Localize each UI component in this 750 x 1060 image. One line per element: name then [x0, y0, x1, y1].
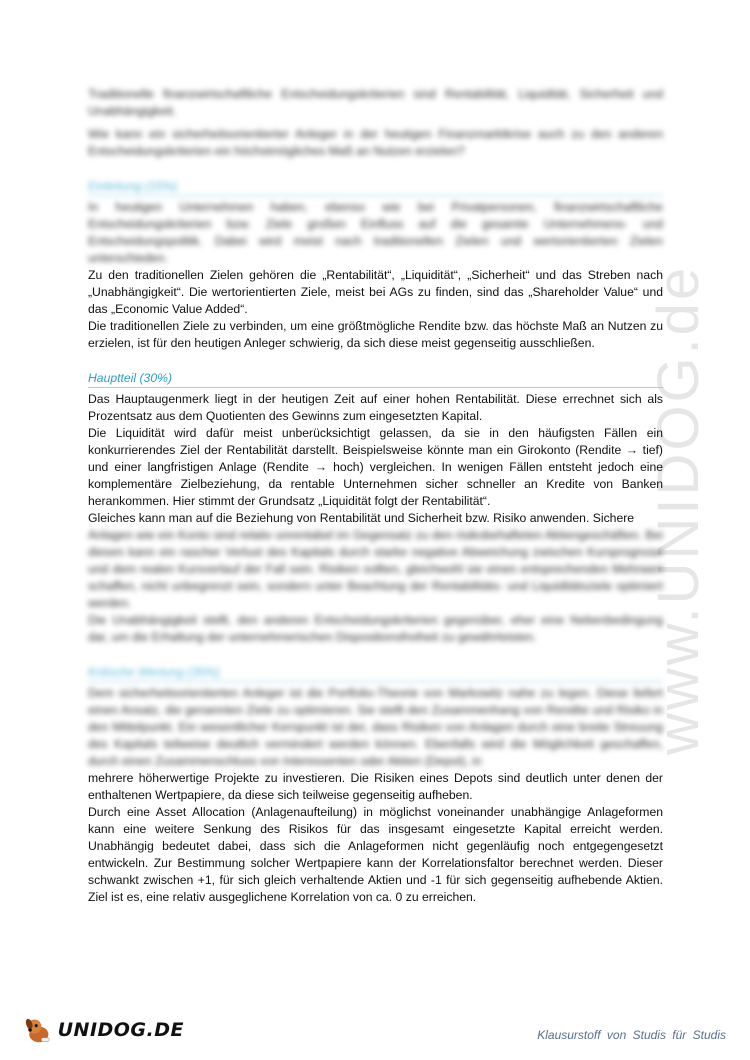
dog-logo-icon	[24, 1013, 54, 1047]
document-page	[88, 86, 663, 912]
hauptteil-paragraph-3-rest: Anlagen wie ein Konto sind relativ unrentabel im Gegensatz zu den risikobehafteten Aktiengeschäften. Bei diesen kann ein rascher Verlust des Kapitals durch starke negative Abweichung zwischen Kursprognose und dem realen Kursverlauf der Fall sein. Risiken sollten, gleichwohl sie einen entsprechenden Mehrwert schaffen, nicht unbegrenzt sein, sondern unter Beachtung der Rentabilitäts- und Liquiditätsziele optimiert werden.	[88, 528, 663, 610]
heading-einleitung: Einleitung (15%)	[88, 178, 663, 196]
wertung-paragraph-1-blurred: Dem sicherheitsorientierten Anleger ist die Portfolio-Theorie von Markowitz nahe zu legen. Diese liefert einen Ansatz, die genannten Ziele zu optimieren. Sie stellt den Zusammenhang von Rendite und Risiko in den Mittelpunkt. Ein wesentlicher Kernpunkt ist der, dass Risiken von Anlagen durch eine breite Streuung des Kapitals teilweise deutlich vermindert werden können. Ebenfalls wird die Möglichkeit geschaffen, durch einen Zusammenschluss von Interessenten oder Aktien (Depot), in	[88, 686, 663, 768]
intro-paragraph-1: Traditionelle finanzwirtschaftliche Entscheidungskriterien sind Rentabilität, Liquidität, Sicherheit und Unabhängigkeit.	[88, 87, 663, 118]
wertung-paragraph-2: Durch eine Asset Allocation (Anlagenaufteilung) in möglichst voneinander unabhängige Anlageformen kann eine weitere Senkung des Risikos für das insgesamt eingesetzte Kapital erreicht werden. Unabhängig bedeutet dabei, dass sich die Anlageformen nicht gegenläufig noch entgegengesetzt entwickeln. Zur Bestimmung solcher Wertpapiere kann der Korrelationsfaltor berechnet werden. Dieser schwankt zwischen +1, für sich gleich verhaltende Aktien und -1 für sich gegenseitig aufhebende Aktien. Ziel ist es, eine relativ ausgeglichene Korrelation von ca. 0 zu erreichen.	[88, 805, 663, 904]
intro-paragraph-2: Wie kann ein sicherheitsorientierter Anleger in der heutigen Finanzmarktkrise auch zu den anderen Entscheidungskriterien ein höchstmögliches Maß an Nutzen erzielen?	[88, 127, 663, 158]
einleitung-paragraph-blurred: In heutigen Unternehmen haben, ebenso wie bei Privatpersonen, finanzwirtschaftliche Entscheidungskriterien bzw. Ziele großen Einfluss auf die gesamte Unternehmens- und Entscheidungspolitik. Dabei wird meist nach traditionellen Zielen und wertorientierten Zielen unterschieden.	[88, 200, 663, 265]
hauptteil-paragraph-4: Die Unabhängigkeit stellt, den anderen Entscheidungskriterien gegenüber, eher eine Nebenbedingung dar, um die Erhaltung der unternehmerischen Dispositionsfreiheit zu gewährleisten.	[88, 613, 663, 644]
hauptteil-paragraph-3: Gleiches kann man auf die Beziehung von Rentabilität und Sicherheit bzw. Risiko anwenden. Sichere	[88, 511, 635, 525]
watermark: www.UNIDOG.de	[646, 264, 711, 756]
hauptteil-paragraph-1: Das Hauptaugenmerk liegt in der heutigen Zeit auf einer hohen Rentabilität. Diese errechnet sich als Prozentsatz aus dem Quotienten des Gewinns zum eingesetzten Kapital.	[88, 392, 663, 423]
heading-hauptteil: Hauptteil (30%)	[88, 370, 663, 388]
footer-tagline: Klausurstoff von Studis für Studis	[537, 1028, 726, 1042]
wertung-paragraph-1-visible: mehrere höherwertige Projekte zu investieren. Die Risiken eines Depots sind deutlich unter denen der enthaltenen Wertpapiere, da diese sich teilweise gegenseitig aufheben.	[88, 771, 663, 802]
hauptteil-paragraph-2: Die Liquidität wird dafür meist unberücksichtigt gelassen, da sie in den häufigsten Fällen ein konkurrierendes Ziel der Rentabilität darstellt. Beispielsweise könnte man ein Girokonto (Rendite → tief) und einer langfristigen Anlage (Rendite → hoch) vergleichen. In wenigen Fällen entsteht jedoch eine komplementäre Zielbeziehung, da rentable Unternehmen sicher schneller an Kredite von Banken herankommen. Hier stimmt der Grundsatz „Liquidität folgt der Rentabilität“.	[88, 426, 663, 508]
einleitung-paragraph-2: Die traditionellen Ziele zu verbinden, um eine größtmögliche Rendite bzw. das höchste Maß an Nutzen zu erzielen, ist für den heutigen Anleger schwierig, da sich diese meist gegenseitig ausschließen.	[88, 319, 663, 350]
footer-logo[interactable]	[24, 1012, 184, 1048]
logo-text: UNIDOG.DE	[57, 1019, 184, 1041]
einleitung-paragraph-1: Zu den traditionellen Zielen gehören die „Rentabilität“, „Liquidität“, „Sicherheit“ und das Streben nach „Unabhängigkeit“. Die wertorientierten Ziele, meist bei AGs zu finden, sind das „Shareholder Value“ und das „Economic Value Added“.	[88, 268, 663, 316]
heading-kritische-wertung: Kritische Wertung (35%)	[88, 664, 663, 682]
